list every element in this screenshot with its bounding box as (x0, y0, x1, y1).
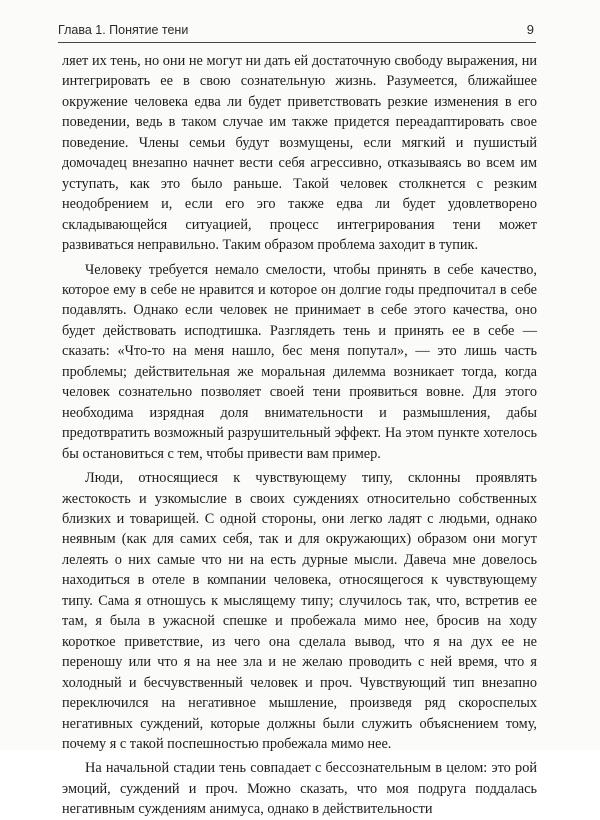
paragraph: На начальной стадии тень совпадает с бессознательным в целом: это рой эмоций, суждений и проч. Можно сказать, что моя подруга поддалась негативным суждениям анимуса, однако в действительности (62, 760, 537, 818)
paragraph: Человеку требуется немало смелости, чтобы принять в себе качество, которое ему в себе не нравится и которое он долгие годы предпочитал в себе подавлять. Однако если человек не принимает в себе этого качества, оно будет действовать исподтишка. Разглядеть тень и принять ее в себе — сказать: «Что-то на меня нашло, бес меня попутал», — это лишь часть проблемы; действительная же моральная дилемма возникает тогда, когда человек сознательно позволяет своей тени проявиться вовне. Для этого необходима изрядная доля внимательности и размышления, дабы предотвратить возможный разрушительный эффект. На этом пункте хотелось бы остановиться с тем, чтобы привести вам пример. (62, 261, 537, 462)
paragraph: Люди, относящиеся к чувствующему типу, склонны проявлять жестокость и узкомыслие в своих суждениях относительно собственных близких и товарищей. С одной стороны, они легко ладят с людьми, однако неявным (как для самих себя, так и для окружающих) образом они могут лелеять о них самые что ни на есть дурные мысли. Давеча мне довелось находиться в отеле в компании человека, относящегося к чувствующему типу. Сама я отношусь к мыслящему типу; случилось так, что, встретив ее там, я была в ужасной спешке и пробежала мимо нее, бросив на ходу короткое приветствие, из чего она сделала вывод, что я на дух ее не переношу или что я на нее зла и не желаю проводить с ней время, что я холодный и бесчувственный человек и проч. Чувствующий тип внезапно переключился на негативное мышление, произведя ряд скороспелых негативных суждений, которые должны были служить объяснением тому, почему я с такой поспешностью пробежала мимо нее. (62, 470, 537, 752)
chapter-title: Глава 1. Понятие тени (58, 23, 189, 37)
page-number: 9 (526, 22, 534, 37)
body-text (62, 51, 537, 820)
paragraph-continued: ляет их тень, но они не могут ни дать ей достаточную свободу выражения, ни интегрировать ее в свою сознательную жизнь. Разумеется, ближайшее окружение человека едва ли будет приветствовать резкие изменения в его поведении, ведь в таком случае им также придется переадаптировать свое поведение. Члены семьи будут возмущены, если мягкий и пушистый домочадец внезапно начнет вести себя агрессивно, отказываясь во всем им уступать, как это было раньше. Такой человек столкнется с резким неодобрением и, если его эго также едва ли будет удовлетворено складывающейся ситуацией, процесс интегрирования тени может развиваться неправильно. Таким образом проблема заходит в тупик. (62, 53, 537, 254)
running-header (58, 20, 536, 43)
